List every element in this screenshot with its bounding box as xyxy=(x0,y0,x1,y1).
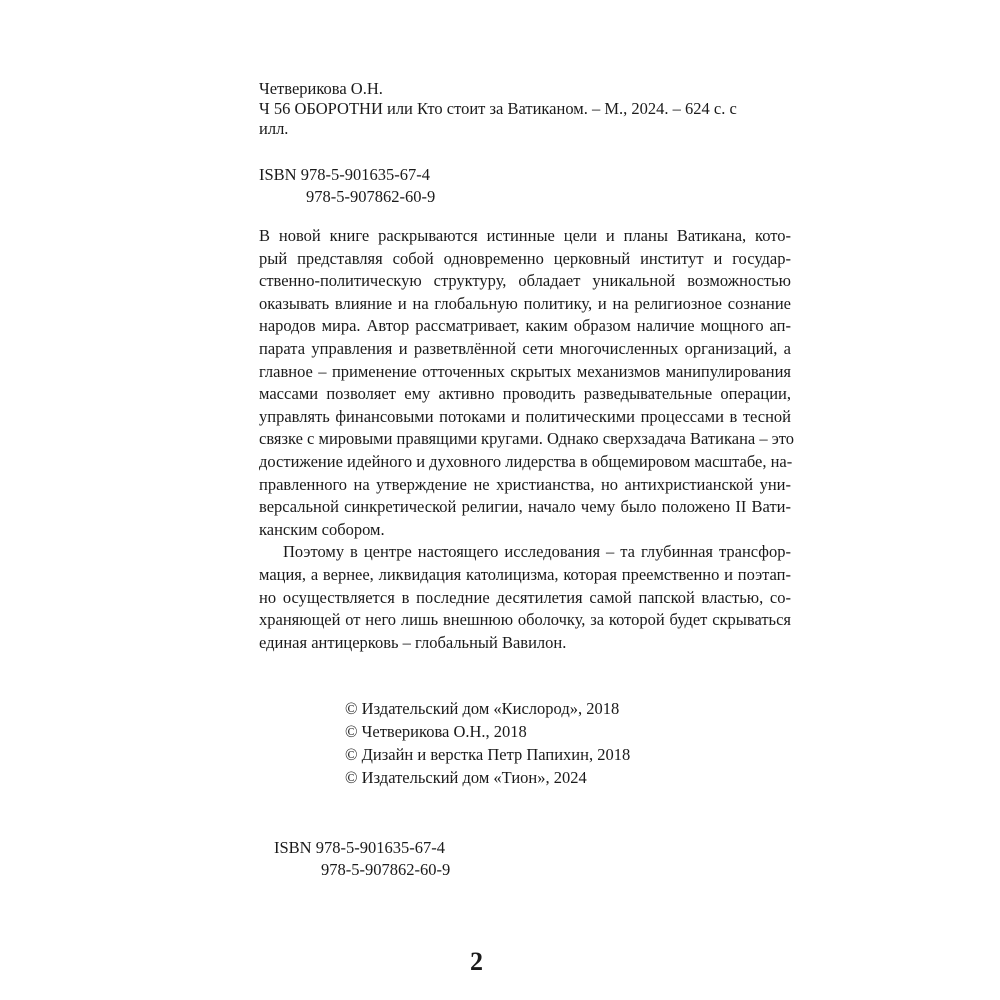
isbn-line-2: 978-5-907862-60-9 xyxy=(306,187,436,206)
abstract-line: достижение идейного и духовного лидерства в общемировом масштабе, на- xyxy=(259,451,793,471)
abstract-line: правленного на утверждение не христианства, но антихристианской уни- xyxy=(259,474,791,494)
copyright-line: © Дизайн и верстка Петр Папихин, 2018 xyxy=(345,745,631,764)
isbn-line-1: ISBN 978-5-901635-67-4 xyxy=(259,165,430,184)
bibliographic-record xyxy=(259,79,737,139)
abstract-line: храняющей от него лишь внешнюю оболочку, за которой будет скрываться xyxy=(259,610,791,630)
abstract-line: парата управления и разветвлённой сети многочисленных организаций, а xyxy=(259,338,791,358)
title-line-continuation: илл. xyxy=(259,119,289,138)
isbn-line-1: ISBN 978-5-901635-67-4 xyxy=(274,838,445,857)
abstract-line: версальной синкретической религии, начало чему было положено II Вати- xyxy=(259,497,791,517)
copyright-line: © Четверикова О.Н., 2018 xyxy=(345,722,527,741)
isbn-line-2: 978-5-907862-60-9 xyxy=(321,860,451,879)
abstract-text xyxy=(259,225,795,654)
author-line: Четверикова О.Н. xyxy=(259,79,383,98)
abstract-line: массами позволяет ему активно проводить разведывательные операции, xyxy=(259,384,791,404)
abstract-line: рый представляя собой одновременно церковный институт и государ- xyxy=(259,248,791,268)
abstract-line: управлять финансовыми потоками и политическими процессами в тесной xyxy=(259,406,791,426)
abstract-line: мация, а вернее, ликвидация католицизма, которая преемственно и поэтап- xyxy=(259,564,791,584)
abstract-line: канским собором. xyxy=(259,519,385,539)
abstract-line: Поэтому в центре настоящего исследования – та глубинная трансфор- xyxy=(283,542,791,562)
isbn-block-top xyxy=(259,164,435,208)
copyright-line: © Издательский дом «Тион», 2024 xyxy=(345,768,587,787)
abstract-line: единая антицерковь – глобальный Вавилон. xyxy=(259,632,567,652)
abstract-line: но осуществляется в последние десятилетия самой папской властью, со- xyxy=(259,587,791,607)
page-number: 2 xyxy=(470,947,483,976)
copyright-block xyxy=(345,697,630,789)
isbn-block-bottom xyxy=(274,837,450,881)
abstract-line: В новой книге раскрываются истинные цели и планы Ватикана, кото- xyxy=(259,226,791,245)
title-line: Ч 56 ОБОРОТНИ или Кто стоит за Ватиканом. – М., 2024. – 624 с. с xyxy=(259,99,737,118)
copyright-line: © Издательский дом «Кислород», 2018 xyxy=(345,699,620,718)
abstract-line: главное – применение отточенных скрытых механизмов манипулирования xyxy=(259,361,791,381)
abstract-line: оказывать влияние и на глобальную политику, и на религиозное сознание xyxy=(259,293,791,313)
abstract-line: ственно-политическую структуру, обладает уникальной возможностью xyxy=(259,271,791,291)
abstract-line: связке с мировыми правящими кругами. Однако сверхзадача Ватикана – это xyxy=(259,429,795,449)
abstract-line: народов мира. Автор рассматривает, каким образом наличие мощного ап- xyxy=(259,316,791,336)
